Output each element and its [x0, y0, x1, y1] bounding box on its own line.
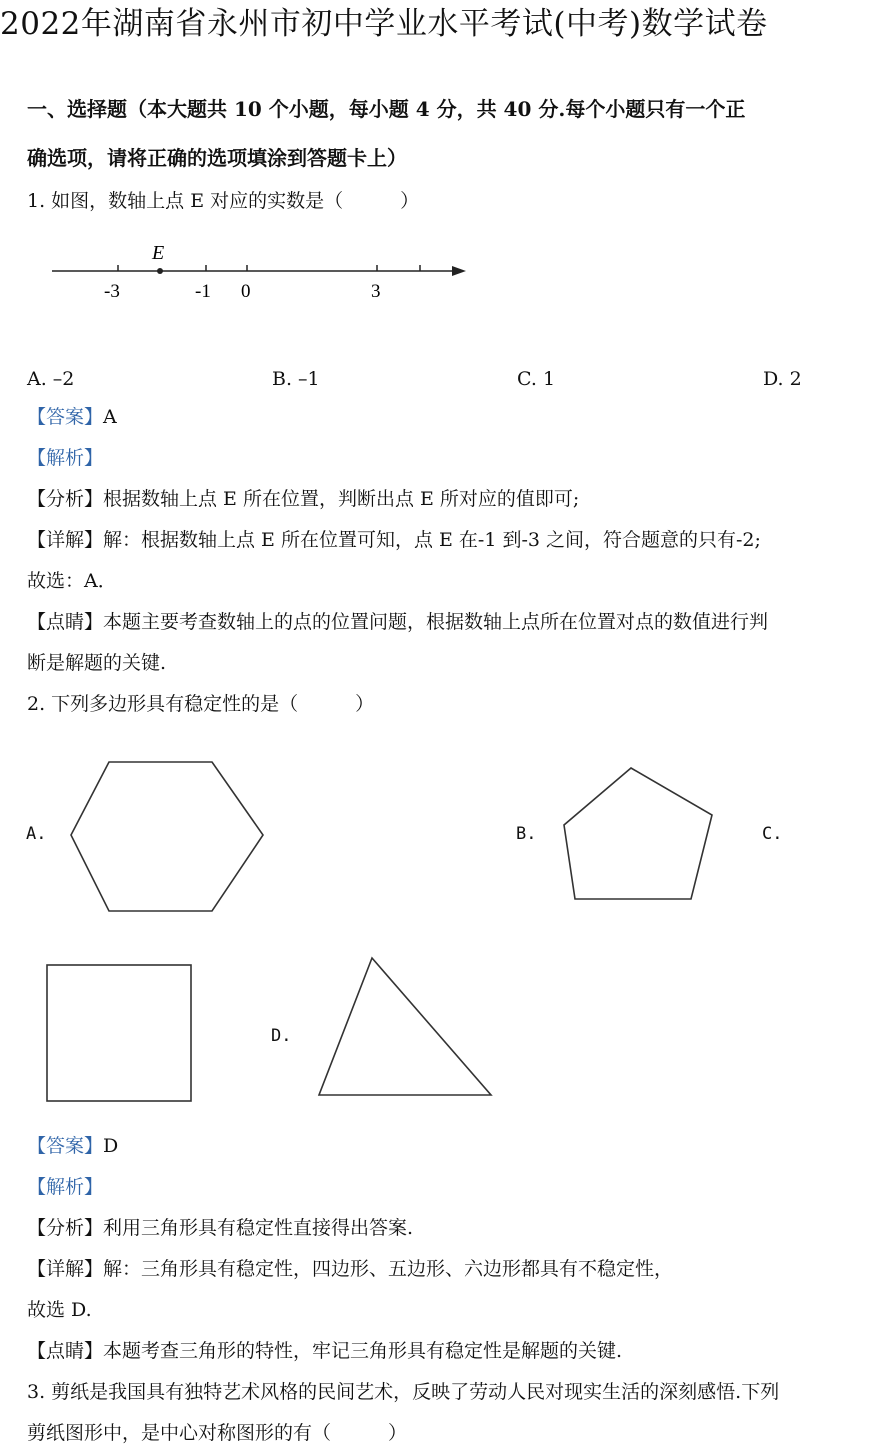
xiangjie-text: 解：三角形具有稳定性，四边形、五边形、六边形都具有不稳定性，: [103, 1258, 674, 1280]
triangle-shape: [319, 958, 491, 1095]
q1-fenxi-line: [27, 487, 579, 511]
section-heading-line1: 一、选择题（本大题共 10 个小题，每小题 4 分，共 40 分.每个小题只有一个正: [27, 97, 746, 121]
pentagon-shape: [564, 768, 712, 899]
dianjing-tag: 【点睛】: [27, 611, 104, 633]
xiangjie-tag: 【详解】: [27, 1258, 104, 1280]
answer-tag: 【答案】: [27, 1135, 104, 1157]
fenxi-text: 利用三角形具有稳定性直接得出答案.: [103, 1217, 414, 1239]
dianjing-text: 本题主要考查数轴上的点的位置问题，根据数轴上点所在位置对点的数值进行判: [103, 611, 769, 633]
q2-triangle: [310, 950, 500, 1102]
q2-jiexi-tag: 【解析】: [27, 1176, 104, 1198]
tick-label-neg1: -1: [195, 281, 211, 302]
q2-hexagon: [60, 754, 275, 924]
dianjing-tag: 【点睛】: [27, 1340, 104, 1362]
q2-square: [40, 958, 200, 1108]
q1-jiexi-tag: 【解析】: [27, 447, 104, 469]
q2-xiangjie-line: [27, 1257, 673, 1281]
tick-label-3: 3: [371, 281, 381, 302]
answer-tag: 【答案】: [27, 406, 104, 428]
xiangjie-tag: 【详解】: [27, 529, 104, 551]
q2-fenxi-line: [27, 1216, 413, 1240]
q2-pentagon: [555, 760, 720, 908]
answer-value: D: [103, 1135, 119, 1157]
number-line-arrow: [452, 266, 466, 276]
q1-xiangjie-line: [27, 528, 761, 552]
page-title: 2022年湖南省永州市初中学业水平考试(中考)数学试卷: [0, 6, 768, 42]
fenxi-tag: 【分析】: [27, 488, 104, 510]
section-heading-line2: 确选项，请将正确的选项填涂到答题卡上）: [27, 146, 407, 170]
q1-number-line: [50, 236, 470, 306]
q1-option-c: C. 1: [517, 368, 556, 390]
q2-option-b-label: B.: [516, 824, 537, 844]
q1-option-d: D. 2: [763, 368, 802, 390]
q2-option-c-label: C.: [762, 824, 783, 844]
answer-value: A: [103, 406, 117, 428]
q1-option-b: B. –1: [272, 368, 320, 390]
q1-stem: 1. 如图，数轴上点 E 对应的实数是（ ）: [27, 190, 420, 212]
point-e: [157, 268, 163, 274]
fenxi-tag: 【分析】: [27, 1217, 104, 1239]
q1-answer-line: [27, 405, 117, 429]
dianjing-text: 本题考查三角形的特性，牢记三角形具有稳定性是解题的关键.: [103, 1340, 623, 1362]
q2-dianjing-line: [27, 1339, 622, 1363]
point-e-label: E: [152, 242, 165, 264]
q2-option-d-label: D.: [271, 1026, 292, 1046]
fenxi-text: 根据数轴上点 E 所在位置，判断出点 E 所对应的值即可;: [103, 488, 580, 510]
q1-option-a: A. –2: [27, 368, 75, 390]
q2-guxuan: 故选 D.: [27, 1299, 92, 1321]
q1-dianjing-line1: [27, 610, 768, 634]
q1-guxuan: 故选：A．: [27, 570, 117, 592]
square-shape: [47, 965, 191, 1101]
q2-stem: 2. 下列多边形具有稳定性的是（ ）: [27, 693, 375, 715]
q2-answer-line: [27, 1134, 118, 1158]
xiangjie-text: 解：根据数轴上点 E 所在位置可知，点 E 在-1 到-3 之间，符合题意的只有-2;: [103, 529, 761, 551]
q2-option-a-label: A.: [26, 824, 47, 844]
tick-label-neg3: -3: [104, 281, 120, 302]
q3-stem-line2: 剪纸图形中，是中心对称图形的有（ ）: [27, 1422, 408, 1444]
q3-stem-line1: 3. 剪纸是我国具有独特艺术风格的民间艺术，反映了劳动人民对现实生活的深刻感悟.下列: [27, 1381, 780, 1403]
tick-label-0: 0: [241, 281, 251, 302]
q1-dianjing-line2: 断是解题的关键.: [27, 652, 167, 674]
hexagon-shape: [71, 762, 263, 911]
